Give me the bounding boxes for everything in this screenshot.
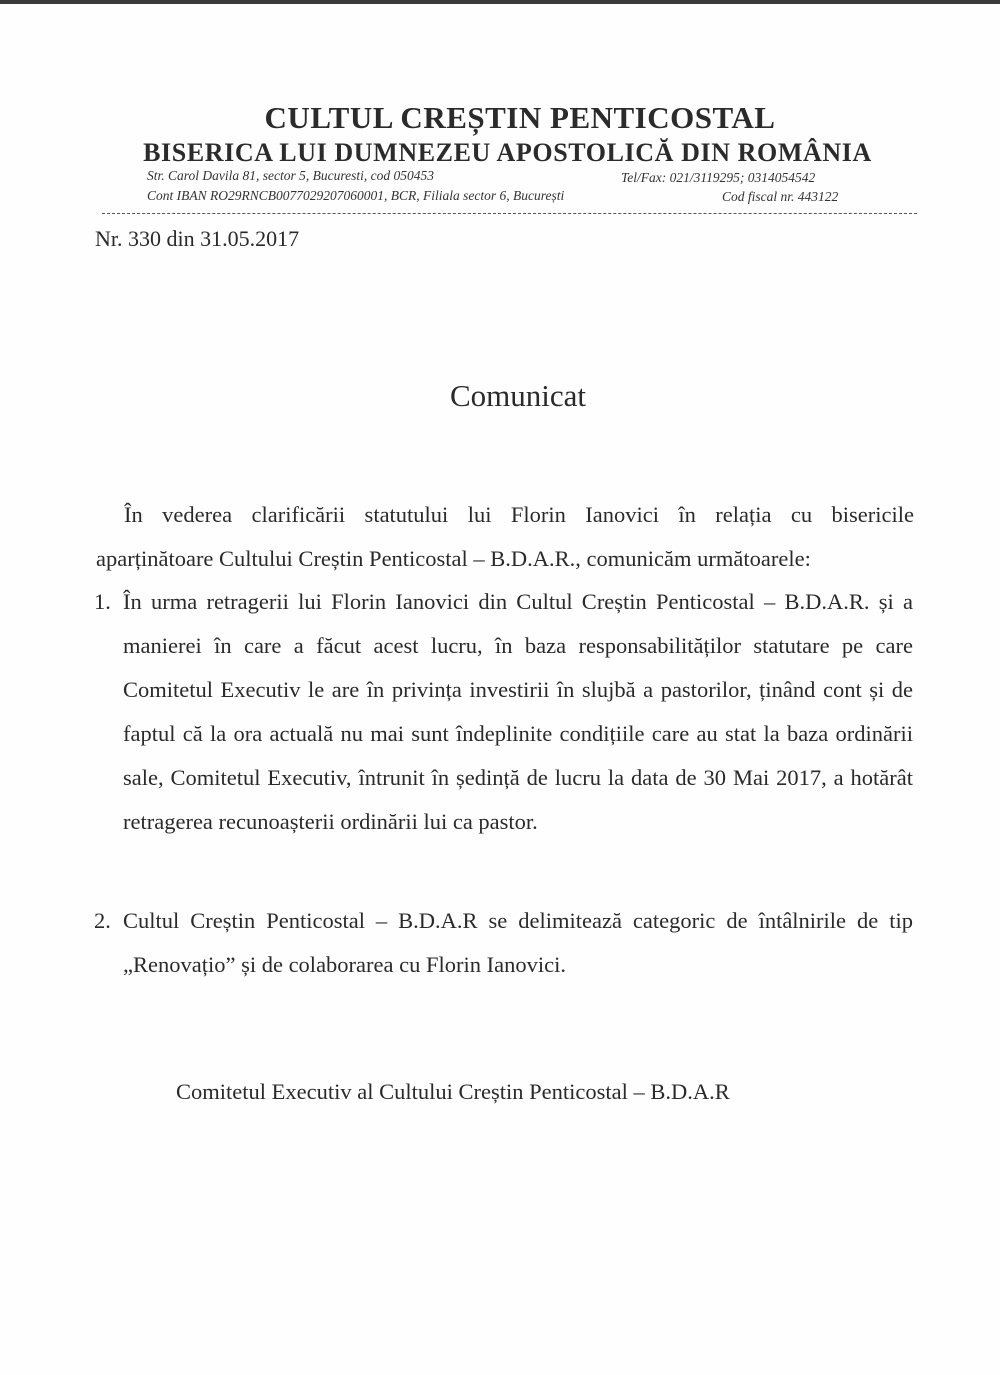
- list-item-text: Cultul Creștin Penticostal – B.D.A.R se delimitează categoric de întâlnirile de tip „Renovațio” și de colaborarea cu Florin Ianovici.: [123, 908, 913, 977]
- scan-edge: [0, 0, 1000, 4]
- list-item-text: În urma retragerii lui Florin Ianovici din Cultul Creștin Penticostal – B.D.A.R. și a manierei în care a făcut acest lucru, în baza responsabilităților statutare pe care Comitetul Executiv le are în privința investirii în slujbă a pastorilor, ținând cont și de faptul că la ora actuală nu mai sunt îndeplinite condițiile care au stat la baza ordinării sale, Comitetul Executiv, întrunit în ședință de lucru la data de 30 Mai 2017, a hotărât retragerea recunoașterii ordinării lui ca pastor.: [123, 589, 913, 834]
- letterhead-organization: CULTUL CREȘTIN PENTICOSTAL: [264, 100, 776, 135]
- letterhead-iban: Cont IBAN RO29RNCB0077029207060001, BCR, Filiala sector 6, București: [147, 188, 565, 203]
- intro-line-1: În vederea clarificării statutului lui Florin Ianovici în relația cu bisericile: [124, 502, 914, 527]
- letterhead-address: Str. Carol Davila 81, sector 5, Bucuresti, cod 050453: [147, 168, 434, 183]
- intro-line-2: aparținătoare Cultului Creștin Penticostal – B.D.A.R., comunicăm următoarele:: [96, 546, 811, 571]
- list-item: [94, 580, 913, 844]
- intro-paragraph: [96, 493, 914, 581]
- document-title: Comunicat: [449, 378, 587, 413]
- letterhead-divider: [102, 213, 917, 214]
- list-item-number: 2.: [94, 908, 111, 933]
- list-item-number: 1.: [94, 589, 111, 614]
- signature-line: Comitetul Executiv al Cultului Creștin Penticostal – B.D.A.R: [176, 1079, 730, 1104]
- letterhead-telfax: Tel/Fax: 021/3119295; 0314054542: [621, 170, 816, 185]
- document-number: Nr. 330 din 31.05.2017: [95, 226, 300, 251]
- letterhead-church: BISERICA LUI DUMNEZEU APOSTOLICĂ DIN ROMÂNIA: [143, 138, 872, 167]
- letterhead-fiscal-code: Cod fiscal nr. 443122: [722, 189, 839, 204]
- list-item: [94, 899, 913, 987]
